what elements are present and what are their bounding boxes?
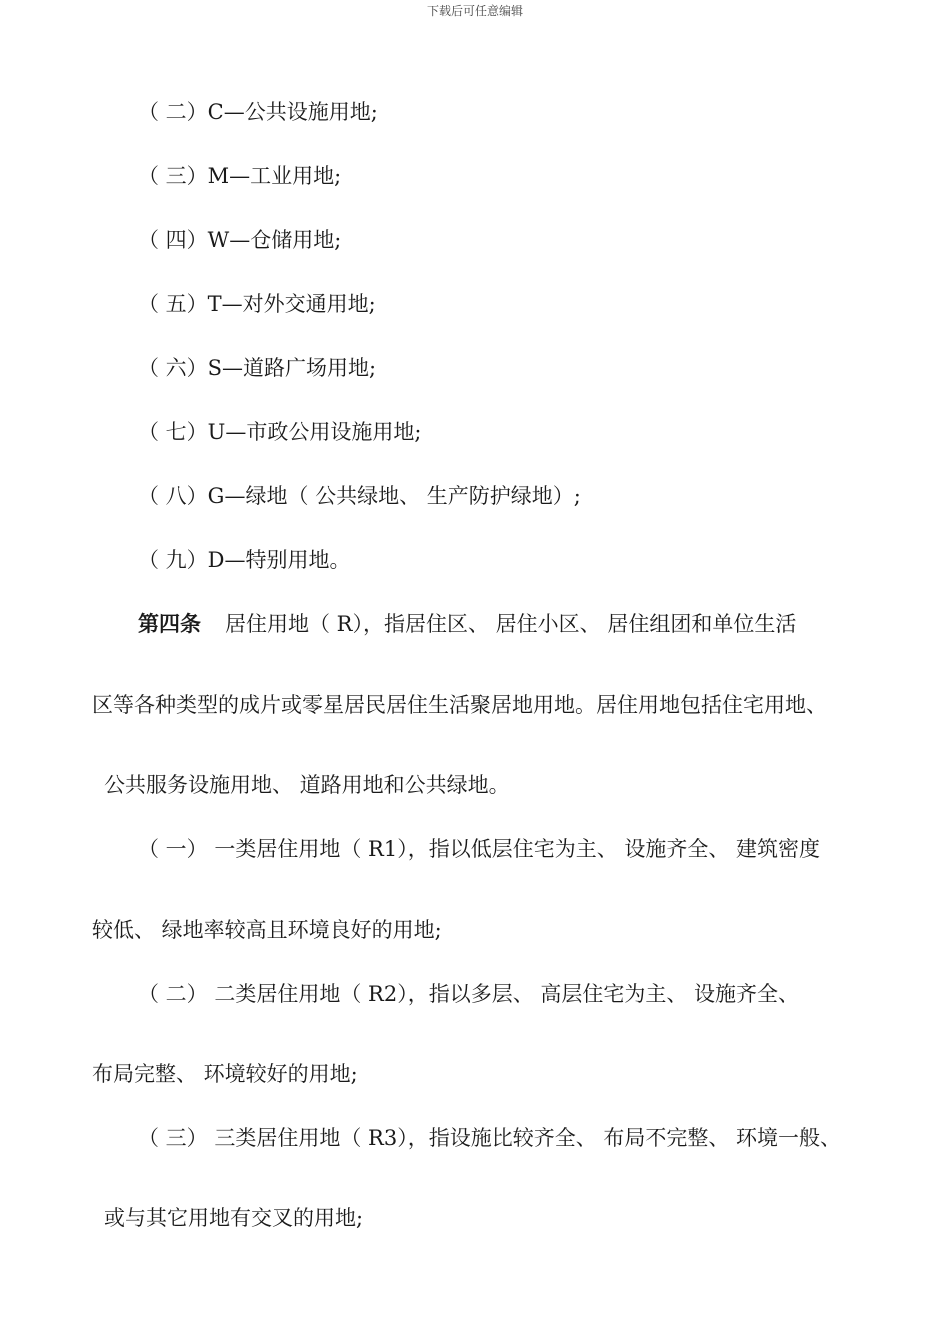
list-item: （ 七）U—市政公用设施用地; — [138, 420, 422, 444]
list-item: （ 六）S—道路广场用地; — [138, 356, 377, 380]
list-item: （ 八）G—绿地（ 公共绿地、 生产防护绿地）; — [138, 484, 581, 508]
subsection-line: （ 一） 一类居住用地（ R1），指以低层住宅为主、 设施齐全、 建筑密度 — [138, 837, 821, 861]
page-header: 下载后可任意编辑 — [426, 4, 523, 18]
subsection-line: 布局完整、 环境较好的用地; — [92, 1062, 358, 1086]
article-text: 居住用地（ R），指居住区、 居住小区、 居住组团和单位生活 — [225, 612, 797, 636]
article-paragraph-line — [138, 611, 796, 637]
article-paragraph-line: 公共服务设施用地、 道路用地和公共绿地。 — [104, 773, 510, 797]
subsection-line: 较低、 绿地率较高且环境良好的用地; — [92, 918, 442, 942]
subsection-line: （ 二） 二类居住用地（ R2），指以多层、 高层住宅为主、 设施齐全、 — [138, 982, 800, 1006]
subsection-line: （ 三） 三类居住用地（ R3），指设施比较齐全、 布局不完整、 环境一般、 — [138, 1126, 842, 1150]
article-heading: 第四条 — [138, 612, 201, 636]
subsection-line: 或与其它用地有交叉的用地; — [104, 1206, 364, 1230]
article-paragraph-line: 区等各种类型的成片或零星居民居住生活聚居地用地。居住用地包括住宅用地、 — [92, 693, 827, 717]
list-item: （ 五）T—对外交通用地; — [138, 292, 376, 316]
list-item: （ 三）M—工业用地; — [138, 164, 342, 188]
list-item: （ 二）C—公共设施用地; — [138, 100, 378, 124]
list-item: （ 四）W—仓储用地; — [138, 228, 342, 252]
list-item: （ 九）D—特别用地。 — [138, 548, 351, 572]
